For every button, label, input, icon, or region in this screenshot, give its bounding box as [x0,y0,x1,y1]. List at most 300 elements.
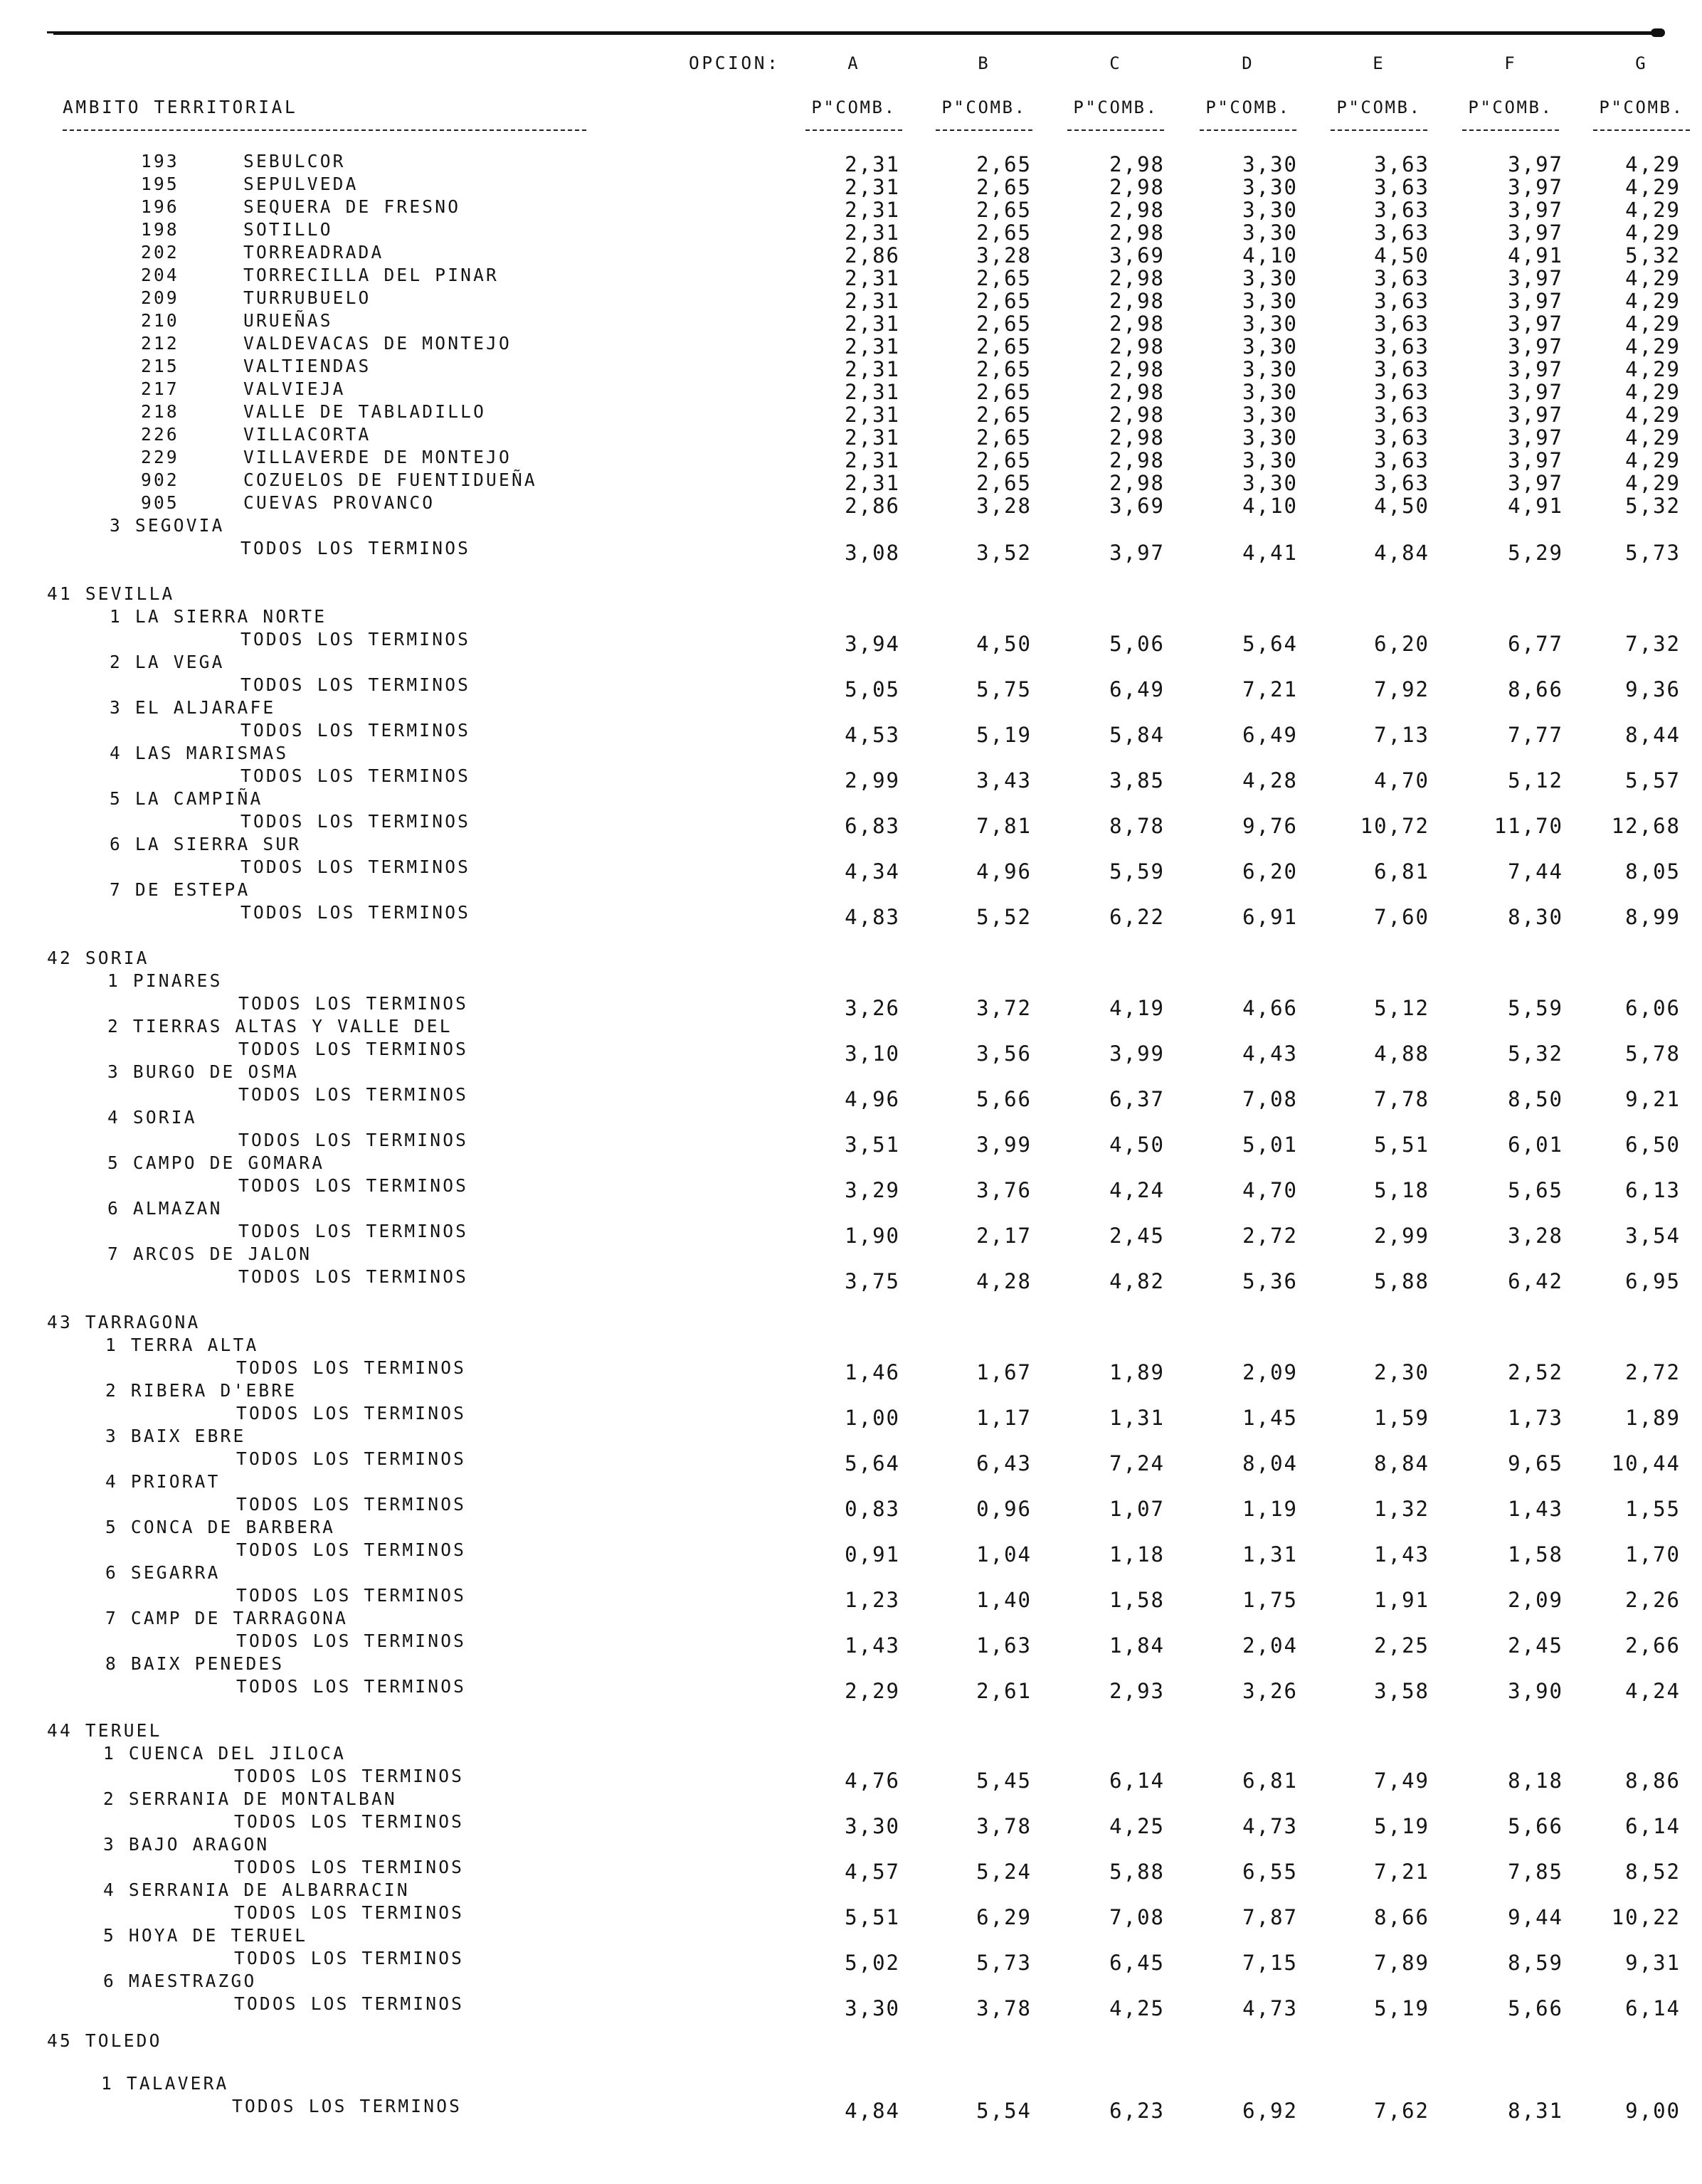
row-value: 4,29 [1625,380,1681,404]
todos-value: 5,06 [1109,632,1165,656]
todos-value: 2,09 [1508,1588,1563,1612]
todos-value: 5,19 [976,723,1032,747]
todos-value: 6,50 [1625,1133,1681,1157]
column-letter-d: D [1242,53,1254,73]
todos-label: TODOS LOS TERMINOS [234,1766,465,1786]
todos-value: 3,76 [976,1178,1032,1202]
row-code: 226 [141,424,179,445]
row-value: 3,30 [1242,152,1298,176]
row-value: 2,65 [976,221,1032,245]
todos-value: 7,13 [1374,723,1429,747]
todos-value: 1,58 [1508,1542,1563,1567]
row-value: 2,65 [976,403,1032,427]
column-letter-f: F [1504,53,1517,73]
todos-value: 8,31 [1508,2099,1563,2123]
comarca-label: 1 TALAVERA [101,2073,229,2094]
row-value: 2,65 [976,175,1032,199]
column-sublabel-e: P"COMB. [1336,97,1422,117]
row-value: 3,63 [1374,312,1429,336]
todos-value: 2,09 [1242,1360,1298,1384]
opcion-label: OPCION: [689,53,781,73]
todos-value: 3,78 [976,1996,1032,2020]
row-name: VALLE DE TABLADILLO [243,401,487,422]
comarca-label: 8 BAIX PENEDES [105,1653,285,1674]
row-code: 905 [141,492,179,513]
todos-value: 3,08 [845,541,900,565]
row-value: 2,86 [845,243,900,267]
todos-value: 5,29 [1508,541,1563,565]
todos-value: 11,70 [1494,814,1563,838]
todos-value: 6,20 [1374,632,1429,656]
todos-value: 3,99 [976,1133,1032,1157]
todos-value: 1,75 [1242,1588,1298,1612]
comarca-label: 6 LA SIERRA SUR [110,834,302,854]
row-value: 3,30 [1242,198,1298,222]
todos-value: 6,55 [1242,1860,1298,1884]
todos-value: 2,52 [1508,1360,1563,1384]
todos-value: 8,52 [1625,1860,1681,1884]
todos-value: 6,81 [1242,1769,1298,1793]
todos-value: 3,99 [1109,1041,1165,1066]
todos-value: 8,18 [1508,1769,1563,1793]
row-value: 2,98 [1109,425,1165,450]
todos-value: 2,26 [1625,1588,1681,1612]
column-underline-c [1067,129,1164,131]
row-value: 3,63 [1374,266,1429,290]
todos-label: TODOS LOS TERMINOS [232,2096,462,2116]
row-value: 2,65 [976,198,1032,222]
todos-value: 3,30 [845,1814,900,1838]
todos-value: 7,21 [1374,1860,1429,1884]
todos-value: 6,45 [1109,1951,1165,1975]
todos-value: 1,43 [1374,1542,1429,1567]
todos-label: TODOS LOS TERMINOS [238,993,469,1014]
comarca-label: 1 LA SIERRA NORTE [110,606,327,627]
todos-label: TODOS LOS TERMINOS [240,857,471,877]
todos-value: 2,25 [1374,1633,1429,1658]
todos-value: 3,58 [1374,1679,1429,1703]
todos-value: 6,22 [1109,905,1165,929]
todos-value: 5,02 [845,1951,900,1975]
row-code: 209 [141,287,179,308]
row-value: 2,98 [1109,403,1165,427]
todos-value: 4,73 [1242,1814,1298,1838]
todos-value: 1,31 [1242,1542,1298,1567]
row-code: 902 [141,470,179,490]
comarca-label: 7 ARCOS DE JALON [107,1244,312,1264]
todos-value: 5,66 [1508,1996,1563,2020]
todos-value: 1,19 [1242,1497,1298,1521]
todos-label: TODOS LOS TERMINOS [240,674,471,695]
row-code: 195 [141,174,179,194]
row-value: 4,91 [1508,494,1563,518]
row-value: 3,30 [1242,403,1298,427]
todos-value: 5,75 [976,677,1032,701]
todos-value: 5,12 [1374,996,1429,1020]
row-value: 4,29 [1625,266,1681,290]
todos-value: 8,84 [1374,1451,1429,1475]
todos-label: TODOS LOS TERMINOS [236,1676,467,1697]
column-underline-a [805,129,902,131]
todos-value: 8,66 [1508,677,1563,701]
row-value: 3,30 [1242,334,1298,359]
row-value: 3,69 [1109,243,1165,267]
todos-value: 4,70 [1242,1178,1298,1202]
todos-label: TODOS LOS TERMINOS [234,1993,465,2014]
todos-value: 5,24 [976,1860,1032,1884]
comarca-label: 3 BAIX EBRE [105,1426,246,1446]
todos-value: 1,18 [1109,1542,1165,1567]
row-name: VALTIENDAS [243,356,371,376]
todos-value: 1,31 [1109,1406,1165,1430]
todos-value: 0,96 [976,1497,1032,1521]
comarca-label: 4 SERRANIA DE ALBARRACIN [103,1880,410,1900]
row-value: 3,97 [1508,175,1563,199]
row-value: 4,29 [1625,152,1681,176]
comarca-label: 5 CAMPO DE GOMARA [107,1152,325,1173]
todos-value: 6,14 [1109,1769,1165,1793]
todos-value: 1,40 [976,1588,1032,1612]
row-value: 3,97 [1508,266,1563,290]
todos-label: TODOS LOS TERMINOS [236,1631,467,1651]
row-value: 2,31 [845,312,900,336]
todos-value: 7,21 [1242,677,1298,701]
row-code: 198 [141,219,179,240]
province-title: 45 TOLEDO [47,2030,162,2051]
row-code: 193 [141,151,179,171]
row-value: 3,63 [1374,198,1429,222]
todos-value: 7,87 [1242,1905,1298,1929]
todos-value: 0,83 [845,1497,900,1521]
row-value: 3,97 [1508,198,1563,222]
todos-value: 1,89 [1109,1360,1165,1384]
row-name: SOTILLO [243,219,333,240]
todos-value: 5,01 [1242,1133,1298,1157]
todos-value: 2,61 [976,1679,1032,1703]
row-value: 2,31 [845,198,900,222]
row-value: 4,29 [1625,334,1681,359]
todos-value: 1,46 [845,1360,900,1384]
row-code: 212 [141,333,179,354]
column-underline-d [1200,129,1296,131]
comarca-label: 6 SEGARRA [105,1562,221,1583]
row-value: 2,65 [976,380,1032,404]
todos-value: 8,50 [1508,1087,1563,1111]
todos-value: 5,51 [1374,1133,1429,1157]
row-value: 2,31 [845,334,900,359]
column-letter-g: G [1635,53,1648,73]
todos-value: 5,88 [1109,1860,1165,1884]
todos-value: 5,66 [976,1087,1032,1111]
todos-label: TODOS LOS TERMINOS [240,811,471,832]
row-value: 3,63 [1374,289,1429,313]
todos-value: 8,44 [1625,723,1681,747]
todos-value: 1,84 [1109,1633,1165,1658]
todos-value: 7,24 [1109,1451,1165,1475]
row-code: 229 [141,447,179,467]
todos-value: 9,31 [1625,1951,1681,1975]
row-value: 2,31 [845,289,900,313]
todos-value: 5,59 [1508,996,1563,1020]
todos-value: 2,45 [1508,1633,1563,1658]
comarca-label: 3 EL ALJARAFE [110,697,276,718]
todos-label: TODOS LOS TERMINOS [240,629,471,650]
comarca-label: 2 SERRANIA DE MONTALBAN [103,1788,397,1809]
todos-value: 6,83 [845,814,900,838]
todos-value: 2,93 [1109,1679,1165,1703]
todos-value: 8,05 [1625,859,1681,884]
row-value: 3,30 [1242,221,1298,245]
column-underline-e [1331,129,1427,131]
todos-value: 8,04 [1242,1451,1298,1475]
todos-value: 4,19 [1109,996,1165,1020]
row-value: 3,69 [1109,494,1165,518]
todos-value: 5,64 [845,1451,900,1475]
todos-value: 5,73 [1625,541,1681,565]
row-value: 3,97 [1508,380,1563,404]
comarca-label: 4 PRIORAT [105,1471,221,1492]
todos-value: 1,90 [845,1224,900,1248]
todos-value: 2,66 [1625,1633,1681,1658]
row-value: 3,97 [1508,403,1563,427]
todos-value: 7,15 [1242,1951,1298,1975]
comarca-label: 4 SORIA [107,1107,197,1128]
todos-value: 9,36 [1625,677,1681,701]
row-name: SEBULCOR [243,151,346,171]
top-rule [53,31,1663,35]
todos-value: 1,58 [1109,1588,1165,1612]
todos-value: 4,50 [976,632,1032,656]
row-value: 4,29 [1625,221,1681,245]
todos-value: 4,83 [845,905,900,929]
todos-value: 7,60 [1374,905,1429,929]
row-value: 3,30 [1242,471,1298,495]
todos-value: 5,54 [976,2099,1032,2123]
row-value: 4,29 [1625,425,1681,450]
row-value: 3,63 [1374,152,1429,176]
row-value: 3,63 [1374,357,1429,381]
todos-value: 6,77 [1508,632,1563,656]
row-value: 3,63 [1374,403,1429,427]
todos-value: 6,14 [1625,1996,1681,2020]
column-letter-a: A [847,53,860,73]
row-name: URUEÑAS [243,310,333,331]
todos-value: 3,26 [845,996,900,1020]
todos-value: 5,66 [1508,1814,1563,1838]
todos-label: TODOS LOS TERMINOS [238,1084,469,1105]
todos-value: 3,43 [976,768,1032,793]
row-value: 3,63 [1374,221,1429,245]
row-name: TURRUBUELO [243,287,371,308]
todos-value: 6,37 [1109,1087,1165,1111]
row-value: 3,30 [1242,357,1298,381]
row-value: 3,97 [1508,312,1563,336]
row-value: 3,97 [1508,334,1563,359]
column-letter-b: B [978,53,990,73]
todos-value: 1,55 [1625,1497,1681,1521]
row-value: 3,63 [1374,334,1429,359]
row-value: 2,98 [1109,357,1165,381]
row-value: 5,32 [1625,494,1681,518]
todos-value: 1,04 [976,1542,1032,1567]
todos-value: 1,63 [976,1633,1032,1658]
todos-value: 5,18 [1374,1178,1429,1202]
row-value: 3,30 [1242,289,1298,313]
ambito-label: AMBITO TERRITORIAL [63,97,298,117]
todos-label: TODOS LOS TERMINOS [236,1539,467,1560]
todos-label: TODOS LOS TERMINOS [238,1039,469,1059]
row-value: 3,28 [976,494,1032,518]
todos-value: 7,77 [1508,723,1563,747]
comarca-label: 7 CAMP DE TARRAGONA [105,1608,349,1628]
todos-value: 8,59 [1508,1951,1563,1975]
todos-value: 4,41 [1242,541,1298,565]
comarca-label: 6 MAESTRAZGO [103,1971,257,1991]
row-code: 196 [141,196,179,217]
row-value: 3,30 [1242,448,1298,472]
row-value: 2,31 [845,152,900,176]
row-value: 3,30 [1242,312,1298,336]
todos-value: 5,57 [1625,768,1681,793]
todos-value: 3,51 [845,1133,900,1157]
row-value: 3,28 [976,243,1032,267]
todos-value: 6,14 [1625,1814,1681,1838]
row-name: TORREADRADA [243,242,384,263]
row-name: COZUELOS DE FUENTIDUEÑA [243,470,537,490]
row-value: 3,97 [1508,448,1563,472]
todos-value: 2,17 [976,1224,1032,1248]
row-code: 202 [141,242,179,263]
todos-value: 4,34 [845,859,900,884]
row-value: 2,31 [845,380,900,404]
comarca-label: 7 DE ESTEPA [110,879,250,900]
todos-value: 3,94 [845,632,900,656]
todos-value: 1,45 [1242,1406,1298,1430]
comarca-label: 2 LA VEGA [110,652,225,672]
todos-value: 2,99 [845,768,900,793]
todos-value: 3,28 [1508,1224,1563,1248]
row-value: 2,98 [1109,380,1165,404]
todos-label: TODOS LOS TERMINOS [234,1857,465,1877]
ambito-underline [63,129,586,131]
todos-value: 6,81 [1374,859,1429,884]
row-value: 4,10 [1242,243,1298,267]
todos-value: 8,99 [1625,905,1681,929]
todos-value: 2,72 [1242,1224,1298,1248]
todos-value: 10,44 [1611,1451,1681,1475]
todos-value: 1,89 [1625,1406,1681,1430]
row-name: SEQUERA DE FRESNO [243,196,461,217]
todos-value: 4,25 [1109,1996,1165,2020]
todos-value: 4,28 [1242,768,1298,793]
row-code: 218 [141,401,179,422]
todos-value: 7,78 [1374,1087,1429,1111]
todos-value: 3,72 [976,996,1032,1020]
comarca-label: 5 HOYA DE TERUEL [103,1925,308,1946]
todos-value: 4,88 [1374,1041,1429,1066]
todos-value: 3,30 [845,1996,900,2020]
todos-label: TODOS LOS TERMINOS [240,720,471,741]
row-value: 4,29 [1625,175,1681,199]
todos-value: 7,62 [1374,2099,1429,2123]
row-value: 4,29 [1625,448,1681,472]
row-value: 2,31 [845,221,900,245]
comarca-label: 1 TERRA ALTA [105,1335,259,1355]
column-letter-c: C [1109,53,1122,73]
todos-value: 7,89 [1374,1951,1429,1975]
province-title: 42 SORIA [47,948,149,968]
row-value: 3,97 [1508,425,1563,450]
province-title: 41 SEVILLA [47,583,175,604]
row-value: 2,65 [976,334,1032,359]
todos-value: 1,73 [1508,1406,1563,1430]
column-sublabel-c: P"COMB. [1073,97,1158,117]
todos-value: 10,22 [1611,1905,1681,1929]
todos-value: 7,32 [1625,632,1681,656]
todos-value: 6,92 [1242,2099,1298,2123]
row-value: 2,98 [1109,289,1165,313]
todos-value: 9,76 [1242,814,1298,838]
todos-value: 7,44 [1508,859,1563,884]
row-value: 2,31 [845,448,900,472]
row-value: 4,29 [1625,357,1681,381]
todos-value: 2,72 [1625,1360,1681,1384]
todos-value: 9,21 [1625,1087,1681,1111]
row-value: 2,65 [976,312,1032,336]
todos-label: TODOS LOS TERMINOS [236,1403,467,1424]
todos-value: 1,23 [845,1588,900,1612]
comarca-label: 1 PINARES [107,970,223,991]
comarca-label: 3 SEGOVIA [110,515,225,536]
row-value: 3,97 [1508,289,1563,313]
todos-value: 5,64 [1242,632,1298,656]
todos-value: 7,81 [976,814,1032,838]
row-value: 2,65 [976,357,1032,381]
column-underline-b [936,129,1032,131]
todos-value: 3,75 [845,1269,900,1293]
todos-value: 6,13 [1625,1178,1681,1202]
todos-value: 4,84 [1374,541,1429,565]
row-value: 2,65 [976,471,1032,495]
todos-value: 8,66 [1374,1905,1429,1929]
todos-value: 9,65 [1508,1451,1563,1475]
row-value: 4,91 [1508,243,1563,267]
row-value: 2,31 [845,357,900,381]
todos-value: 5,59 [1109,859,1165,884]
todos-value: 10,72 [1360,814,1429,838]
todos-value: 5,19 [1374,1814,1429,1838]
row-value: 2,98 [1109,266,1165,290]
todos-value: 6,42 [1508,1269,1563,1293]
todos-value: 3,29 [845,1178,900,1202]
todos-value: 4,57 [845,1860,900,1884]
todos-value: 3,52 [976,541,1032,565]
row-value: 2,98 [1109,334,1165,359]
row-value: 4,29 [1625,289,1681,313]
todos-value: 4,96 [976,859,1032,884]
todos-value: 1,67 [976,1360,1032,1384]
todos-value: 6,95 [1625,1269,1681,1293]
todos-value: 5,51 [845,1905,900,1929]
todos-label: TODOS LOS TERMINOS [234,1948,465,1968]
row-name: TORRECILLA DEL PINAR [243,265,500,285]
todos-value: 4,24 [1625,1679,1681,1703]
todos-value: 4,53 [845,723,900,747]
todos-label: TODOS LOS TERMINOS [234,1902,465,1923]
todos-value: 6,43 [976,1451,1032,1475]
todos-value: 5,36 [1242,1269,1298,1293]
comarca-label: 2 TIERRAS ALTAS Y VALLE DEL [107,1016,453,1037]
